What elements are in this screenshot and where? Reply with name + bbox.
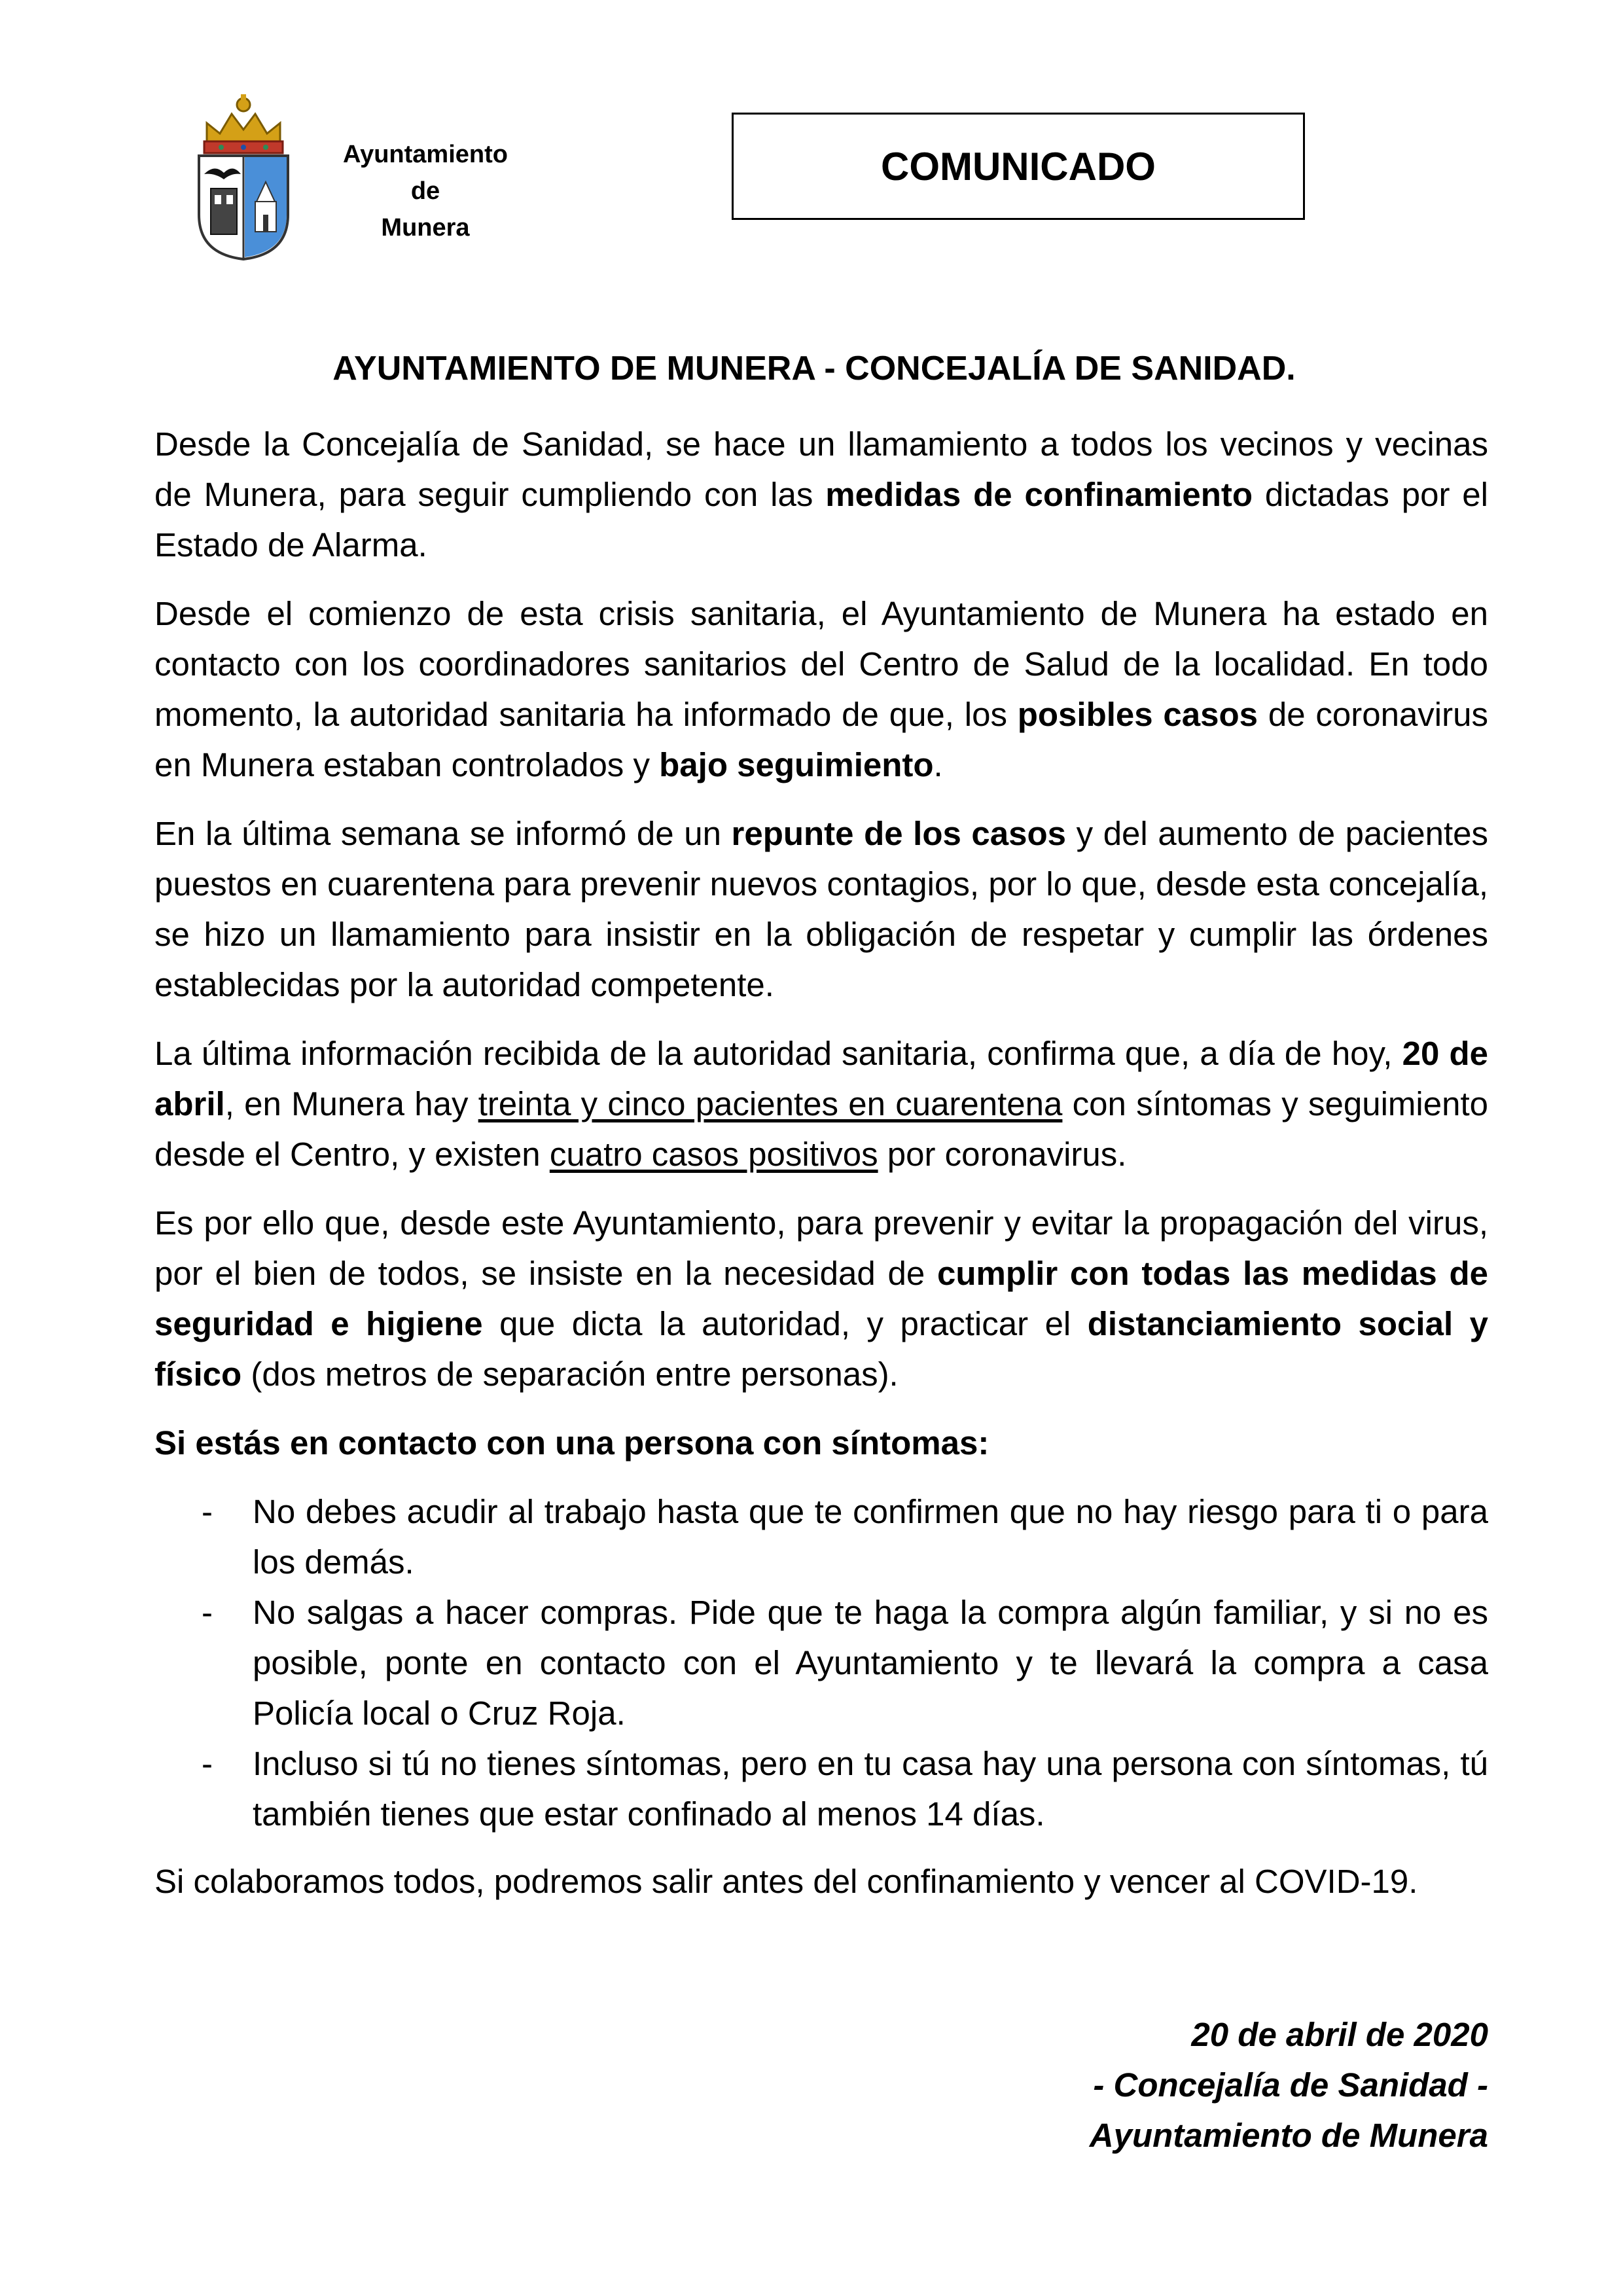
signature-date: 20 de abril de 2020 bbox=[1191, 2016, 1488, 2053]
paragraph-1: Desde la Concejalía de Sanidad, se hace un llamamiento a todos los vecinos y vecinas de Munera, para seguir cumpliendo con las medidas de confinamiento dictadas por el Estado de Alarma. bbox=[154, 425, 1489, 564]
document-title: AYUNTAMIENTO DE MUNERA - CONCEJALÍA DE SANIDAD. bbox=[332, 350, 1296, 387]
signature-department: - Concejalía de Sanidad - bbox=[1093, 2066, 1488, 2104]
paragraph-2: Desde el comienzo de esta crisis sanitaria, el Ayuntamiento de Munera ha estado en contacto con los coordinadores sanitarios del Centro de Salud de la localidad. En todo momento, la autoridad sanitaria ha informado de que, los posibles casos de coronavirus en Munera estaban controlados y bajo seguimiento. bbox=[154, 595, 1488, 783]
signature-organization: Ayuntamiento de Munera bbox=[1089, 2117, 1488, 2154]
list-item: - No salgas a hacer compras. Pide que te haga la compra algún familiar, y si no es posible, ponte en contacto con el Ayuntamiento y te llevará la compra a casa Policía local o Cruz Roja. bbox=[202, 1594, 1488, 1732]
comunicado-box: COMUNICADO bbox=[732, 113, 1305, 220]
advice-list bbox=[154, 1486, 1488, 1839]
coat-of-arms-icon bbox=[195, 90, 292, 262]
organization-name bbox=[321, 136, 530, 246]
org-line-3: Munera bbox=[381, 214, 470, 242]
closing-paragraph: Si colaboramos todos, podremos salir antes del confinamiento y vencer al COVID-19. bbox=[154, 1863, 1418, 1900]
list-item: - Incluso si tú no tienes síntomas, pero en tu casa hay una persona con síntomas, tú también tienes que estar confinado al menos 14 días. bbox=[202, 1745, 1488, 1833]
symptoms-subheading: Si estás en contacto con una persona con síntomas: bbox=[154, 1424, 990, 1462]
org-line-2: de bbox=[410, 177, 440, 205]
paragraph-3: En la última semana se informó de un repunte de los casos y del aumento de pacientes puestos en cuarentena para prevenir nuevos contagios, por lo que, desde esta concejalía, se hizo un llamamiento para insistir en la obligación de respetar y cumplir las órdenes establecidas por la autoridad competente. bbox=[154, 815, 1488, 1003]
document-body bbox=[154, 419, 1488, 1925]
paragraph-4: La última información recibida de la autoridad sanitaria, confirma que, a día de hoy, 20 de abril, en Munera hay treinta y cinco pacientes en cuarentena con síntomas y seguimiento desde el Centro, y existen cuatro casos positivos por coronavirus. bbox=[154, 1035, 1488, 1173]
list-item: - No debes acudir al trabajo hasta que te confirmen que no hay riesgo para ti o para los demás. bbox=[202, 1493, 1488, 1581]
signature-block bbox=[1090, 2009, 1488, 2161]
org-line-1: Ayuntamiento bbox=[343, 141, 508, 168]
paragraph-5: Es por ello que, desde este Ayuntamiento, para prevenir y evitar la propagación del virus, por el bien de todos, se insiste en la necesidad de cumplir con todas las medidas de seguridad e higiene que dicta la autoridad, y practicar el distanciamiento social y físico (dos metros de separación entre personas). bbox=[154, 1204, 1488, 1393]
